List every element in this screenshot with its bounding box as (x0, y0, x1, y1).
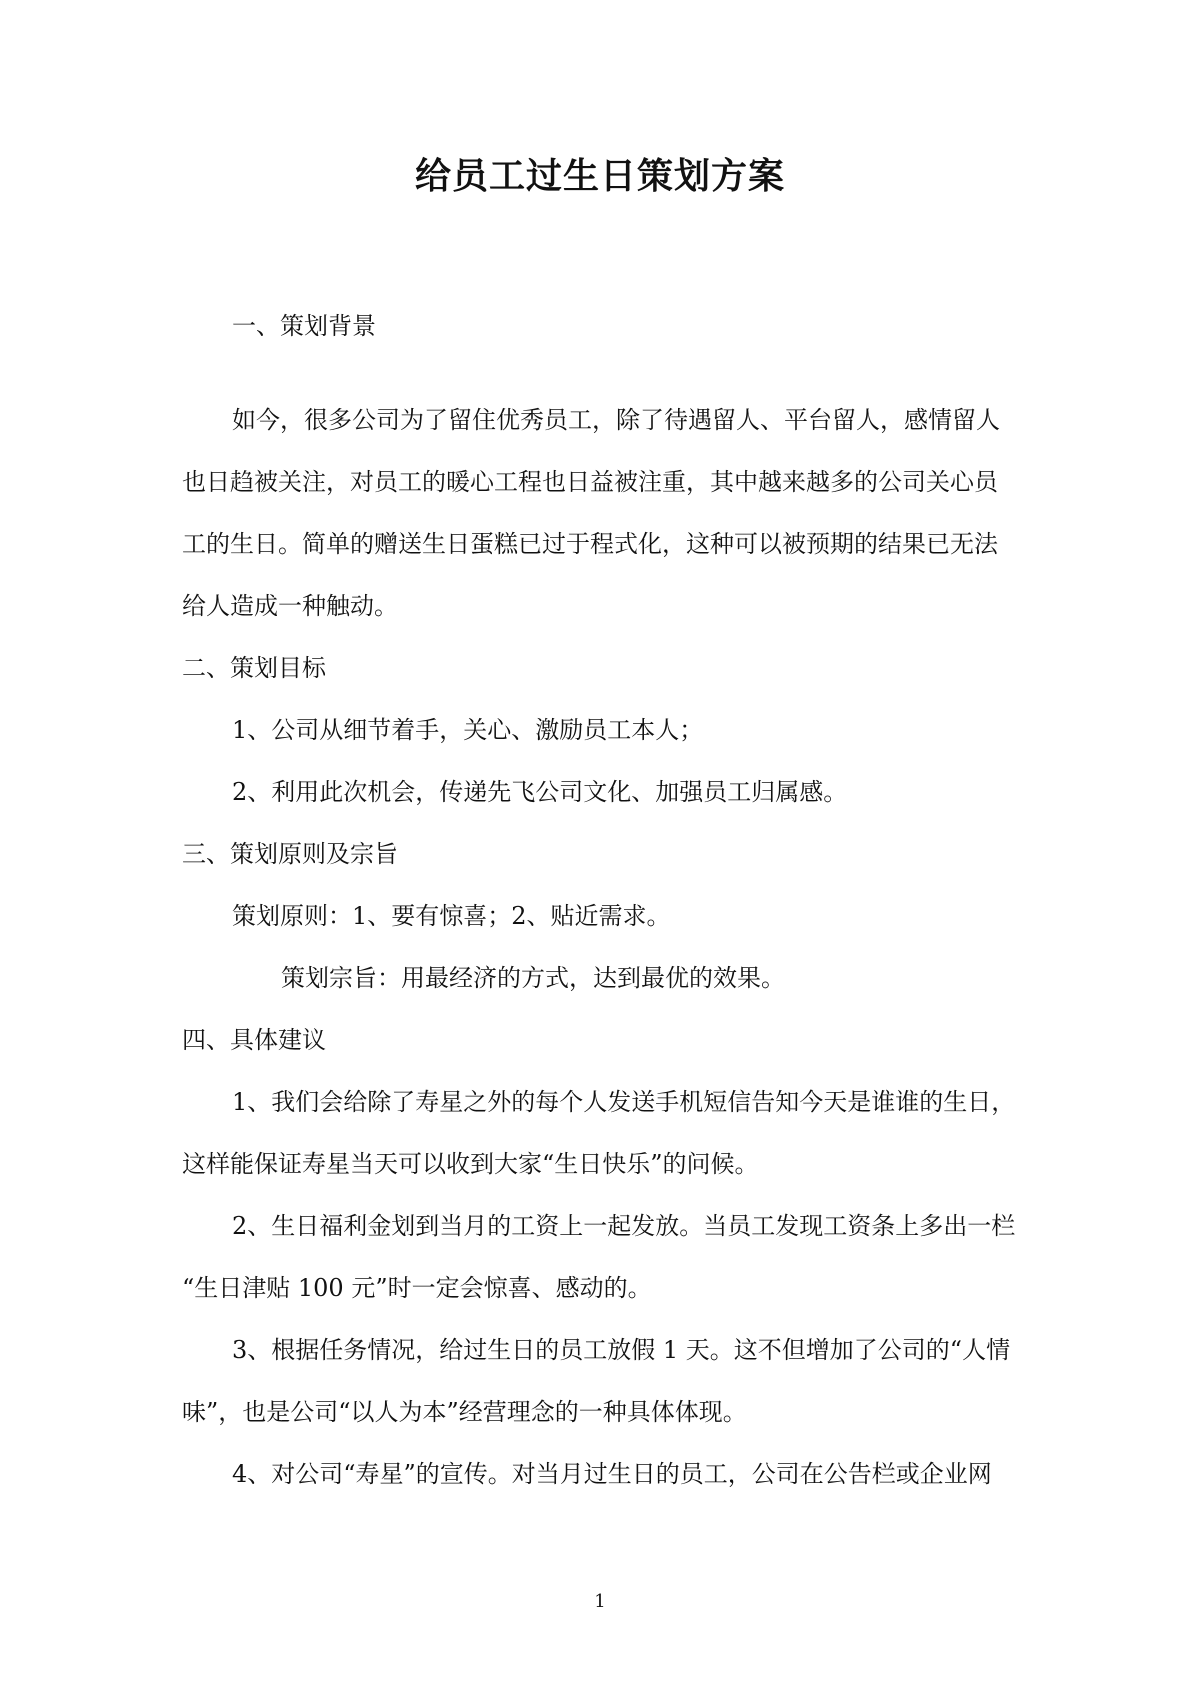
section-heading-background: 一、策划背景 (232, 312, 376, 340)
list-item: 1、公司从细节着手，关心、激励员工本人； (232, 716, 704, 744)
paragraph-line: 工的生日。简单的赠送生日蛋糕已过于程式化，这种可以被预期的结果已无法 (182, 530, 998, 558)
section-heading-principles: 三、策划原则及宗旨 (182, 840, 398, 868)
list-item: 1、我们会给除了寿星之外的每个人发送手机短信告知今天是谁谁的生日， (232, 1088, 1016, 1116)
paragraph-line: 策划宗旨：用最经济的方式，达到最优的效果。 (281, 964, 785, 992)
paragraph-line: 如今，很多公司为了留住优秀员工，除了待遇留人、平台留人，感情留人 (232, 406, 1000, 434)
paragraph-line: 策划原则：1、要有惊喜；2、贴近需求。 (232, 902, 671, 930)
paragraph-line: “生日津贴 100 元”时一定会惊喜、感动的。 (182, 1274, 652, 1302)
paragraph-line: 味”，也是公司“以人为本”经营理念的一种具体体现。 (182, 1398, 747, 1426)
paragraph-line: 给人造成一种触动。 (182, 592, 398, 620)
list-item: 3、根据任务情况，给过生日的员工放假 1 天。这不但增加了公司的“人情 (232, 1336, 1011, 1364)
paragraph-line: 这样能保证寿星当天可以收到大家“生日快乐”的问候。 (182, 1150, 759, 1178)
page-number: 1 (594, 1591, 606, 1612)
document-title: 给员工过生日策划方案 (414, 155, 785, 197)
list-item: 2、生日福利金划到当月的工资上一起发放。当员工发现工资条上多出一栏 (232, 1212, 1016, 1240)
section-heading-suggestions: 四、具体建议 (182, 1026, 326, 1054)
paragraph-line: 也日趋被关注，对员工的暖心工程也日益被注重，其中越来越多的公司关心员 (182, 468, 998, 496)
list-item: 2、利用此次机会，传递先飞公司文化、加强员工归属感。 (232, 778, 848, 806)
list-item: 4、对公司“寿星”的宣传。对当月过生日的员工，公司在公告栏或企业网 (232, 1460, 992, 1488)
section-heading-goals: 二、策划目标 (182, 654, 326, 682)
